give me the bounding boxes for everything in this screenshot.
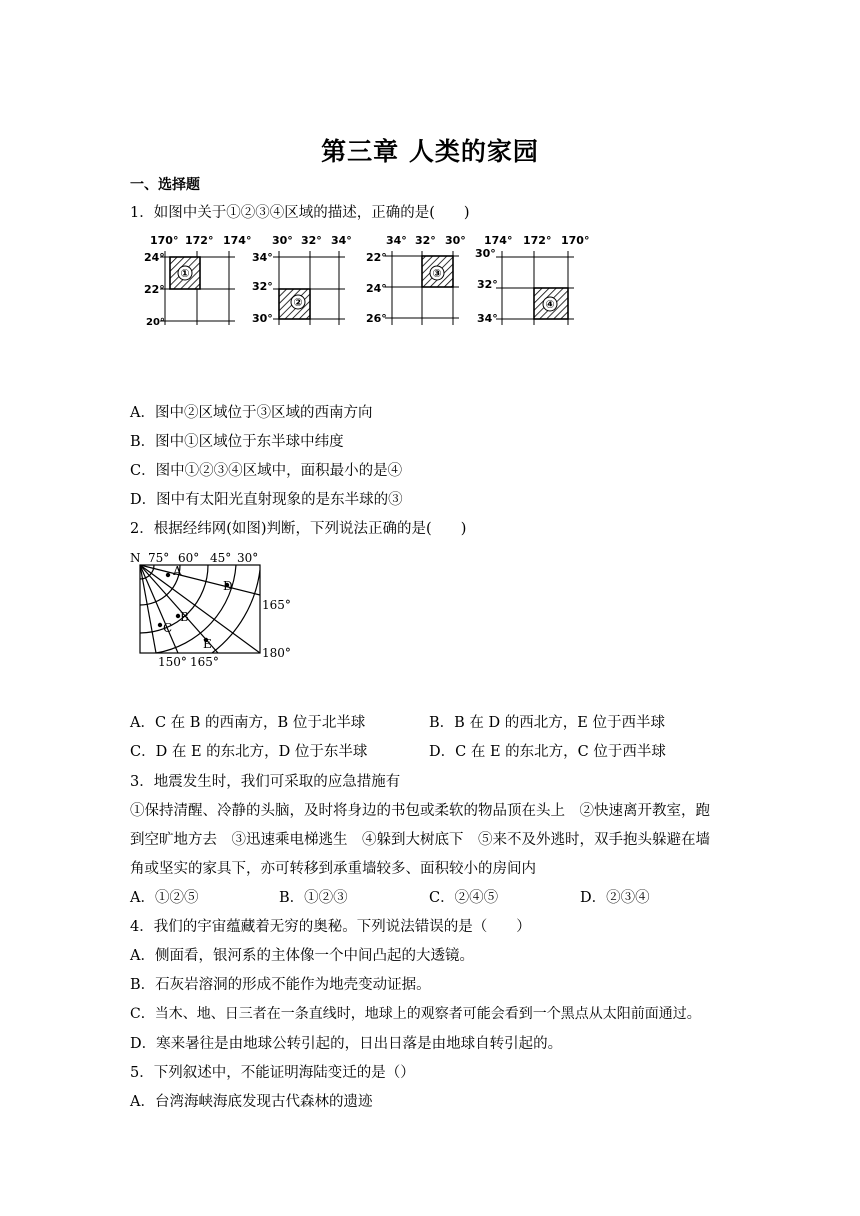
q1-option-a: A．图中②区域位于③区域的西南方向 <box>130 405 373 421</box>
grid4-side-label: 34° <box>477 312 498 325</box>
q3-option-b: B．①②③ <box>279 890 348 906</box>
grid4-top-label: 170° <box>561 234 590 247</box>
point-c-marker <box>158 623 162 627</box>
q1-mark-2: ② <box>293 296 303 309</box>
grid3-top-label: 30° <box>445 234 466 247</box>
lat-label: 45° <box>210 551 232 565</box>
lon-label: 150° <box>158 655 187 669</box>
grid4-side-label: 32° <box>477 278 498 291</box>
grid2-top-label: 30° <box>272 234 293 247</box>
q1-grid-1 <box>144 234 251 328</box>
q1-grid-figure <box>140 230 600 330</box>
grid1-side-label: 22° <box>144 283 165 296</box>
q1-grid-4 <box>475 234 589 325</box>
lon-label: 180° <box>262 646 291 660</box>
q1-mark-1: ① <box>180 267 190 280</box>
grid1-top-label: 172° <box>185 234 214 247</box>
q3-option-c: C．②④⑤ <box>429 890 499 906</box>
grid3-top-label: 32° <box>415 234 436 247</box>
q3-body-line: ①保持清醒、冷静的头脑，及时将身边的书包或柔软的物品顶在头上 ②快速离开教室，跑 <box>130 803 710 819</box>
q3-stem: 3．地震发生时，我们可采取的应急措施有 <box>130 774 401 790</box>
pole-label: N <box>130 551 141 565</box>
page-title: 第三章 人类的家园 <box>321 137 539 166</box>
q2-option-a: A．C 在 B 的西南方，B 位于北半球 <box>130 715 366 731</box>
lat-label: 75° <box>148 551 170 565</box>
q3-body-line: 到空旷地方去 ③迅速乘电梯逃生 ④躲到大树底下 ⑤来不及外逃时，双手抱头躲避在墙 <box>130 832 710 848</box>
grid1-top-label: 170° <box>150 234 179 247</box>
point-d-label: D <box>223 579 233 593</box>
grid1-side-label: 20° <box>146 317 165 328</box>
grid2-top-label: 32° <box>301 234 322 247</box>
q3-option-a: A．①②⑤ <box>130 890 199 906</box>
q1-mark-3: ③ <box>432 267 442 280</box>
grid3-side-label: 24° <box>366 282 387 295</box>
grid3-side-label: 26° <box>366 312 387 325</box>
lat-label: 60° <box>178 551 200 565</box>
q1-mark-4: ④ <box>545 298 555 311</box>
point-b-label: B <box>180 610 189 624</box>
q1-stem: 1．如图中关于①②③④区域的描述，正确的是( ) <box>130 205 470 221</box>
grid4-top-label: 172° <box>523 234 552 247</box>
q2-stem: 2．根据经纬网(如图)判断，下列说法正确的是( ) <box>130 521 467 537</box>
q4-option-d: D．寒来暑往是由地球公转引起的，日出日落是由地球自转引起的。 <box>130 1036 563 1052</box>
lon-label: 165° <box>190 655 219 669</box>
lon-label: 165° <box>262 598 291 612</box>
section-heading: 一、选择题 <box>130 177 200 193</box>
q3-option-d: D．②③④ <box>580 890 650 906</box>
grid3-top-label: 34° <box>386 234 407 247</box>
q4-stem: 4．我们的宇宙蕴藏着无穷的奥秘。下列说法错误的是（ ） <box>130 919 531 935</box>
point-a-label: A <box>173 564 182 578</box>
grid1-top-label: 174° <box>223 234 252 247</box>
lat-label: 30° <box>237 551 259 565</box>
point-a-marker <box>166 573 170 577</box>
grid1-side-label: 24° <box>144 251 165 264</box>
q1-option-d: D．图中有太阳光直射现象的是东半球的③ <box>130 492 403 508</box>
q2-graticule-figure <box>128 548 308 670</box>
q1-option-b: B．图中①区域位于东半球中纬度 <box>130 434 344 450</box>
q3-body-line: 角或坚实的家具下，亦可转移到承重墙较多、面积较小的房间内 <box>130 861 536 877</box>
q1-grid-3 <box>366 234 466 325</box>
q4-option-a: A．侧面看，银河系的主体像一个中间凸起的大透镜。 <box>130 948 474 964</box>
q5-stem: 5．下列叙述中，不能证明海陆变迁的是（） <box>130 1065 415 1081</box>
grid4-side-label: 30° <box>475 247 496 260</box>
q1-grid-2 <box>252 234 352 325</box>
grid3-side-label: 22° <box>366 251 387 264</box>
grid2-side-label: 30° <box>252 312 273 325</box>
q4-option-b: B．石灰岩溶洞的形成不能作为地壳变动证据。 <box>130 977 431 993</box>
q2-option-c: C．D 在 E 的东北方，D 位于东半球 <box>130 744 368 760</box>
grid2-side-label: 32° <box>252 280 273 293</box>
q4-option-c: C．当木、地、日三者在一条直线时，地球上的观察者可能会看到一个黑点从太阳前面通过。 <box>130 1006 701 1022</box>
point-e-label: E <box>203 637 212 651</box>
q2-option-b: B．B 在 D 的西北方，E 位于西半球 <box>429 715 665 731</box>
grid2-top-label: 34° <box>331 234 352 247</box>
q1-option-c: C．图中①②③④区域中，面积最小的是④ <box>130 463 403 479</box>
grid2-side-label: 34° <box>252 251 273 264</box>
point-c-label: C <box>163 621 173 635</box>
grid4-top-label: 174° <box>484 234 513 247</box>
q5-option-a: A．台湾海峡海底发现古代森林的遗迹 <box>130 1094 373 1110</box>
q2-option-d: D．C 在 E 的东北方，C 位于西半球 <box>429 744 666 760</box>
